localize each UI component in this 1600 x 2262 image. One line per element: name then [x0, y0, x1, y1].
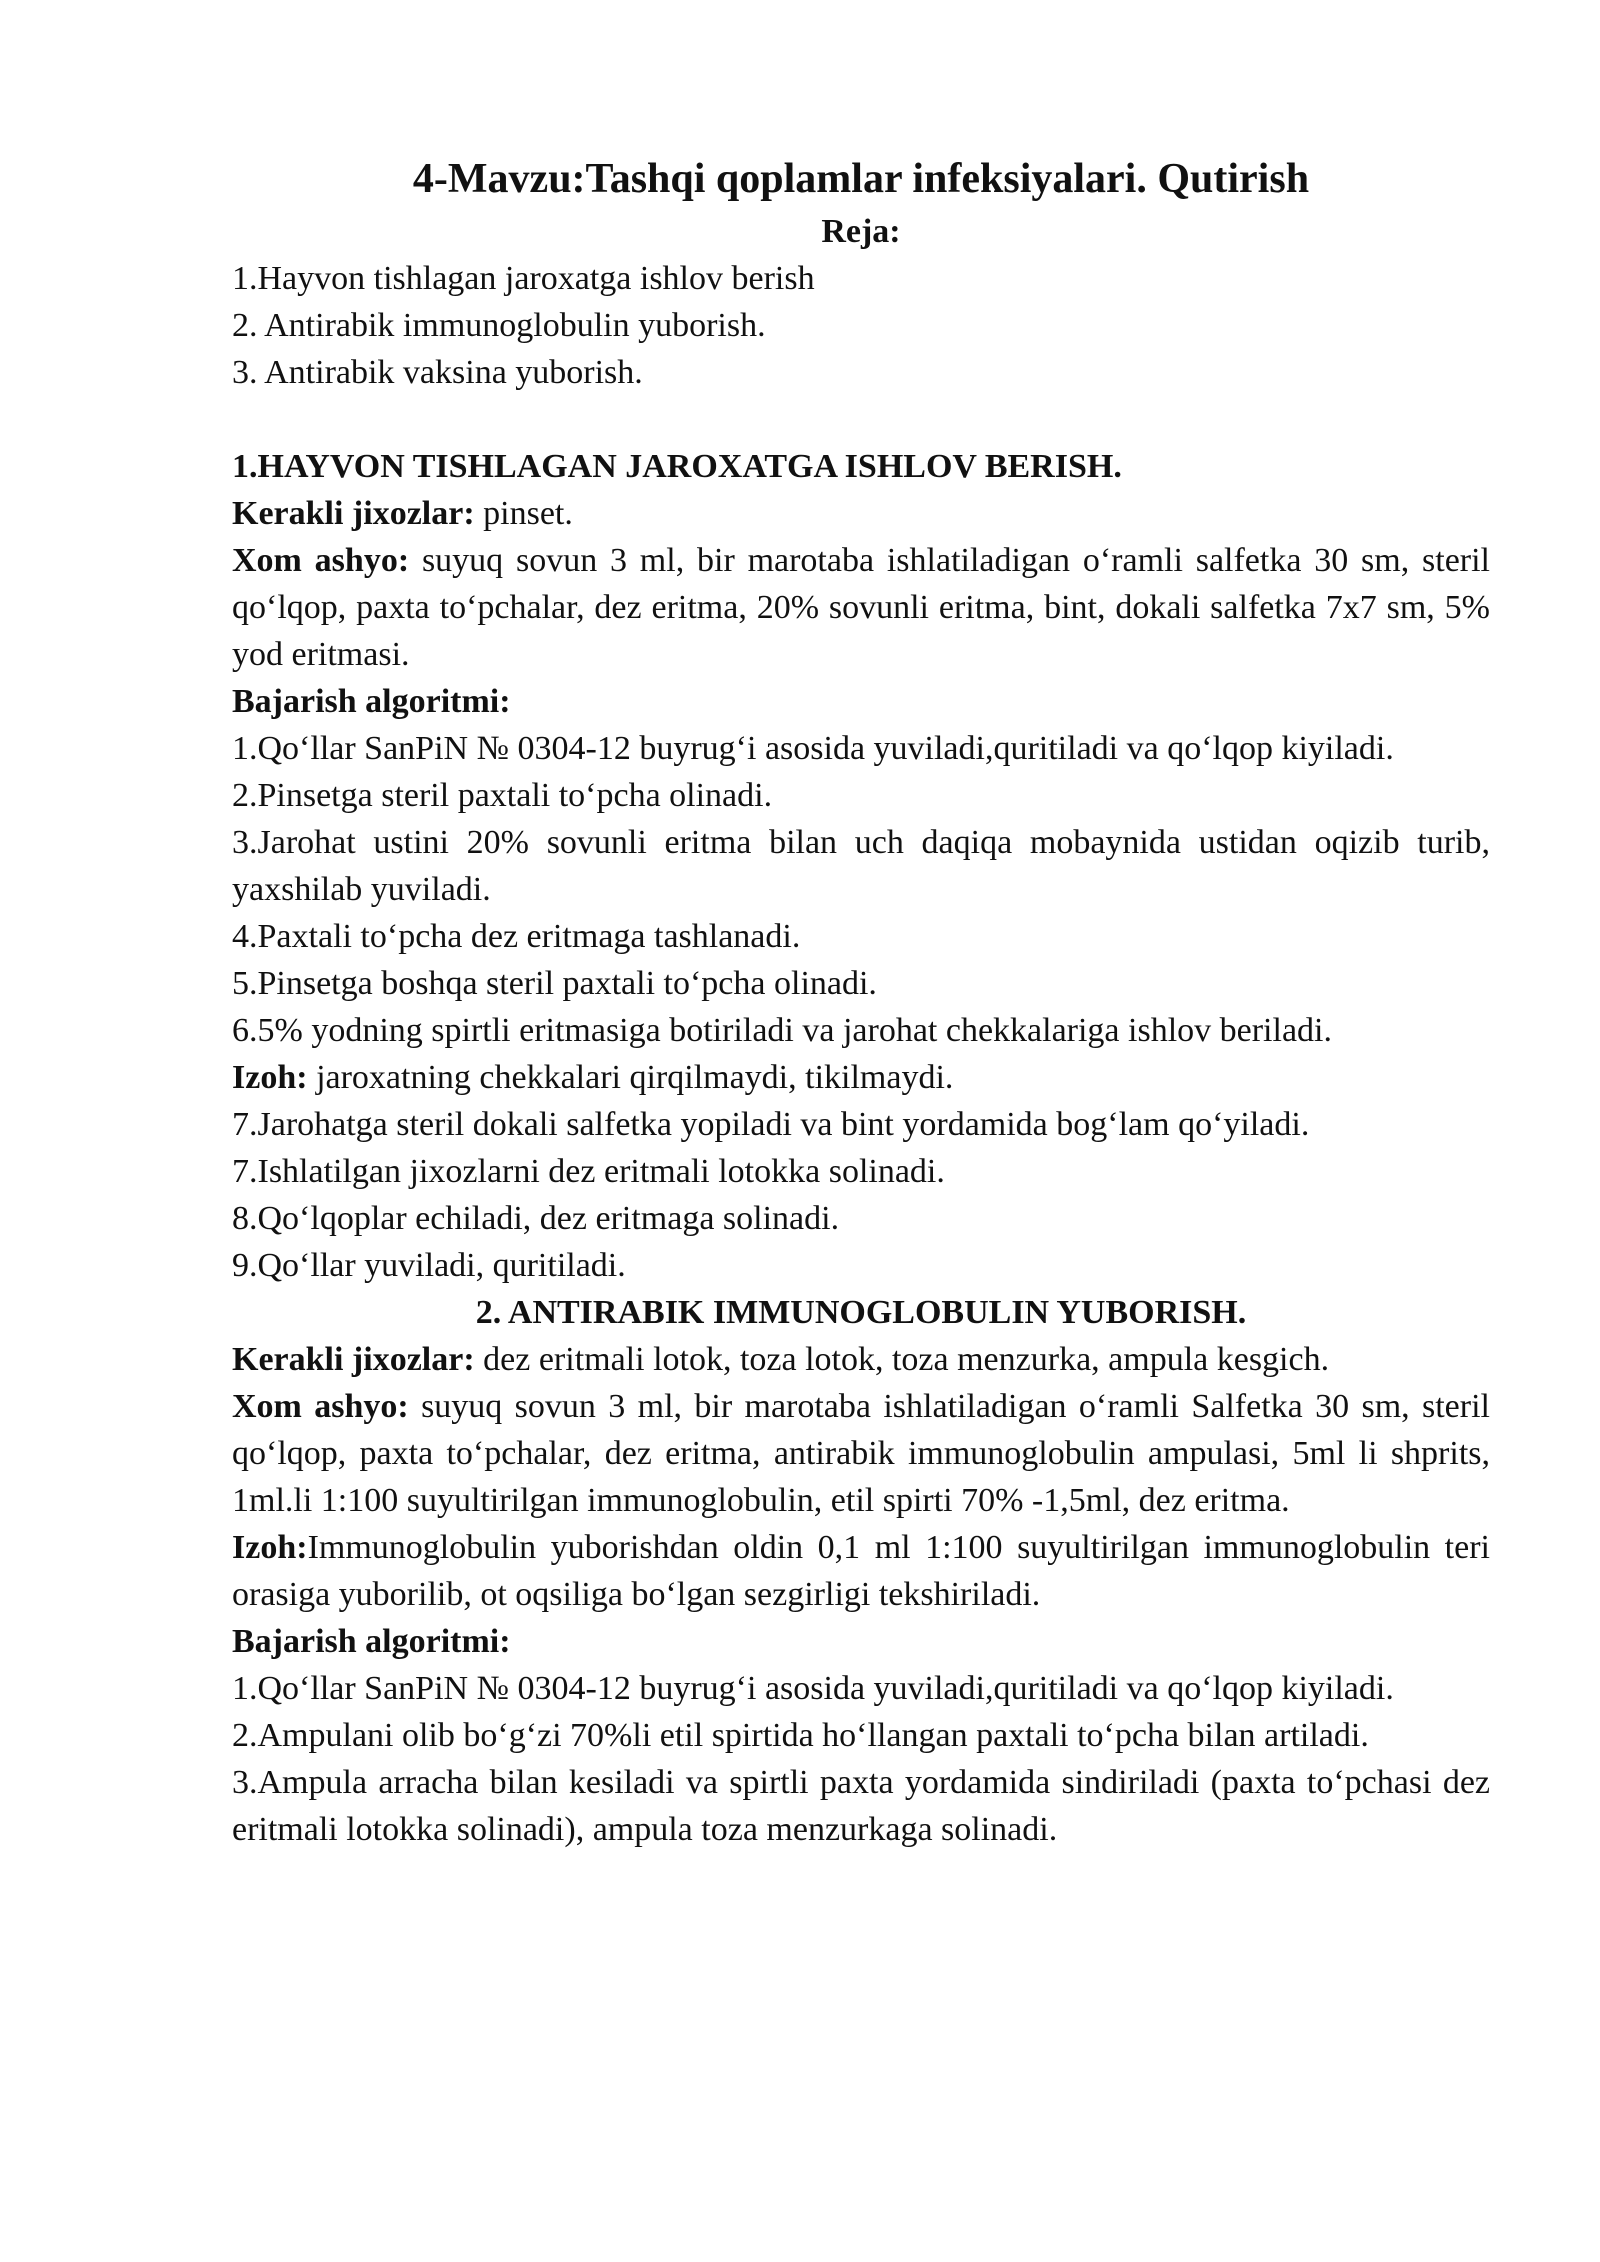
plan-heading: Reja:: [821, 213, 901, 250]
section-1-step: 7.Ishlatilgan jixozlarni dez eritmali lotokka solinadi.: [232, 1153, 945, 1190]
document-body: [232, 150, 1490, 1853]
section-1-step: 1.Qo‘llar SanPiN № 0304-12 buyrug‘i asosida yuviladi,quritiladi va qo‘lqop kiyiladi.: [232, 730, 1394, 767]
section-1-step: 4.Paxtali to‘pcha dez eritmaga tashlanadi.: [232, 918, 801, 955]
plan-item: 2. Antirabik immunoglobulin yuborish.: [232, 307, 766, 344]
section-1-heading: 1.HAYVON TISHLAGAN JAROXATGA ISHLOV BERISH.: [232, 448, 1122, 485]
section-1-step: 3.Jarohat ustini 20% sovunli eritma bilan uch daqiqa mobaynida ustidan oqizib turib, yaxshilab yuviladi.: [232, 824, 1490, 908]
plan-item: 1.Hayvon tishlagan jaroxatga ishlov berish: [232, 260, 815, 297]
page-title: 4-Mavzu:Tashqi qoplamlar infeksiyalari. Qutirish: [412, 156, 1310, 202]
section-1-step: 9.Qo‘llar yuviladi, quritiladi.: [232, 1247, 626, 1284]
plan-item: 3. Antirabik vaksina yuborish.: [232, 354, 643, 391]
section-2-step: 2.Ampulani olib bo‘g‘zi 70%li etil spirtida ho‘llangan paxtali to‘pcha bilan artiladi.: [232, 1717, 1369, 1754]
section-2-note: Izoh:Immunoglobulin yuborishdan oldin 0,1 ml 1:100 suyultirilgan immunoglobulin teri orasiga yuborilib, ot oqsiliga bo‘lgan sezgirligi tekshiriladi.: [232, 1529, 1490, 1613]
section-2-heading: 2. ANTIRABIK IMMUNOGLOBULIN YUBORISH.: [475, 1294, 1247, 1331]
section-1-step: 2.Pinsetga steril paxtali to‘pcha olinadi.: [232, 777, 773, 814]
section-1-step: 5.Pinsetga boshqa steril paxtali to‘pcha olinadi.: [232, 965, 877, 1002]
section-2-step: 3.Ampula arracha bilan kesiladi va spirtli paxta yordamida sindiriladi (paxta to‘pchasi dez eritmali lotokka solinadi), ampula toza menzurkaga solinadi.: [232, 1764, 1490, 1848]
section-2-tools: Kerakli jixozlar: dez eritmali lotok, toza lotok, toza menzurka, ampula kesgich.: [232, 1341, 1330, 1378]
section-1-materials: Xom ashyo: suyuq sovun 3 ml, bir marotaba ishlatiladigan o‘ramli salfetka 30 sm, steril qo‘lqop, paxta to‘pchalar, dez eritma, 20% sovunli eritma, bint, dokali salfetka 7x7 sm, 5% yod eritmasi.: [232, 542, 1490, 673]
section-1-step: 6.5% yodning spirtli eritmasiga botiriladi va jarohat chekkalariga ishlov beriladi.: [232, 1012, 1332, 1049]
section-1-tools: Kerakli jixozlar: pinset.: [232, 495, 573, 532]
section-2-algorithm-heading: Bajarish algoritmi:: [232, 1623, 511, 1660]
section-1-algorithm-heading: Bajarish algoritmi:: [232, 683, 511, 720]
section-2-step: 1.Qo‘llar SanPiN № 0304-12 buyrug‘i asosida yuviladi,quritiladi va qo‘lqop kiyiladi.: [232, 1670, 1394, 1707]
section-1-step: 8.Qo‘lqoplar echiladi, dez eritmaga solinadi.: [232, 1200, 840, 1237]
section-1-note: Izoh: jaroxatning chekkalari qirqilmaydi, tikilmaydi.: [232, 1059, 954, 1096]
spacer: [232, 396, 1490, 443]
section-2-materials: Xom ashyo: suyuq sovun 3 ml, bir marotaba ishlatiladigan o‘ramli Salfetka 30 sm, steril qo‘lqop, paxta to‘pchalar, dez eritma, antirabik immunoglobulin ampulasi, 5ml li shprits, 1ml.li 1:100 suyultirilgan immunoglobulin, etil spirti 70% -1,5ml, dez eritma.: [232, 1388, 1490, 1519]
section-1-step: 7.Jarohatga steril dokali salfetka yopiladi va bint yordamida bog‘lam qo‘yiladi.: [232, 1106, 1310, 1143]
